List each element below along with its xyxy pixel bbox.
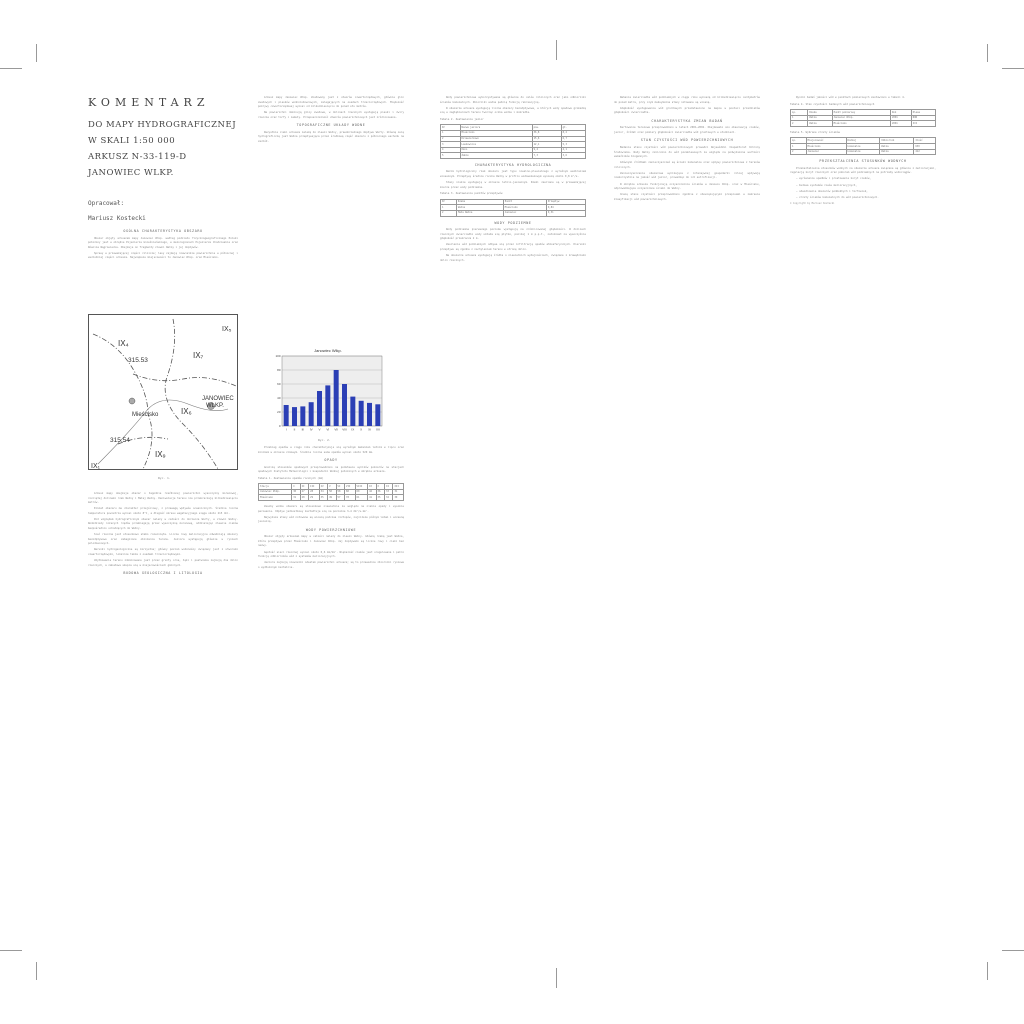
- paragraph: Na obszarze arkusza występują źródła o niewielkich wydajnościach, związane z krawędziami dolin rzecznych.: [440, 254, 586, 262]
- chart-y-tick-label: 100: [275, 354, 281, 359]
- table-cell: 2: [441, 136, 461, 142]
- chart-x-tick-label: XI: [368, 427, 371, 432]
- table-header-cell: Nr: [441, 125, 461, 131]
- paragraph: – odwodnienie obszarów podmokłych i torfowisk,: [796, 189, 868, 193]
- table-cell: 30: [292, 489, 300, 495]
- table-cell: 58: [336, 489, 344, 495]
- table-cell: 5: [441, 153, 461, 159]
- table-header-cell: Nazwa jeziora: [460, 125, 532, 131]
- table-cell: Laskownica: [460, 142, 532, 148]
- paragraph: Jeziora zajmują niewielki odsetek powierzchni arkusza; są to przeważnie zbiorniki rynnowe o wydłużonym kształcie.: [258, 561, 404, 569]
- copyright: © Copyright by Mariusz Kostecki: [790, 202, 835, 206]
- paragraph: Ocenę stanu czystości przeprowadzono zgodnie z obowiązującymi przepisami w zakresie klasyfikacji wód powierzchniowych.: [614, 193, 760, 201]
- title-line-3: ARKUSZ N-33-119-D: [88, 152, 187, 162]
- table-header-cell: Nr: [441, 199, 457, 205]
- town-marker: [129, 398, 135, 404]
- table-cell: Janowiec Wlkp.: [259, 489, 292, 495]
- paragraph: Analizę stosunków opadowych przeprowadzono na podstawie wyników pomiarów na stacjach opadowych Instytutu Meteorologii i Gospodarki Wodnej położonych w obrębie arkusza.: [258, 465, 404, 474]
- crop-mark-bl-h: [0, 950, 22, 951]
- paragraph: Obszar objęty arkuszem mapy Janowiec Wlkp. według podziału fizycznogeograficznego Polski położony jest w obrębie Pojezierza Gnieźnieńskiego, w mezoregionach Pojezierze Chodzieskie oraz Równina Wągrowiecka. Obejmuje on fragmenty zlewni Wełny i jej dopływów.: [88, 236, 238, 249]
- paragraph: W obrębie arkusza funkcjonują oczyszczalnie ścieków w Janowcu Wlkp. oraz w Mieścisku, odprowadzające oczyszczone ścieki do Wełny.: [614, 182, 760, 191]
- table-cell: 12,1: [532, 142, 561, 148]
- paragraph: Głębokość występowania wód gruntowych przedstawiono na mapie w postaci przedziałów głębokości zwierciadła.: [614, 106, 760, 115]
- table-cell: 28: [300, 495, 308, 501]
- table-cell: 41: [368, 495, 376, 501]
- table-cell: 32: [385, 495, 393, 501]
- table-cell: komunalne: [846, 144, 880, 150]
- chart-bar: [367, 403, 372, 426]
- paragraph: – budowa systemów rowów melioracyjnych,: [796, 183, 857, 187]
- column-1-text: [88, 226, 238, 262]
- section-heading: CHARAKTERYSTYKA HYDROLOGICZNA: [474, 162, 552, 167]
- table-cell: 3,6: [561, 153, 585, 159]
- map-label: JANOWIEC: [202, 396, 234, 402]
- table-header-cell: Punkt: [503, 199, 546, 205]
- table-cell: 31: [393, 489, 404, 495]
- table-header-cell: Punkt pomiarowy: [832, 110, 890, 116]
- paragraph: Sprawy w przeważającej części rolnicze; lasy zajmują niewielkie powierzchnie w północnej i wschodniej części arkusza. Największe miejscowości to Janowiec Wlkp. oraz Mieścisko.: [88, 251, 238, 260]
- crop-mark-br-v: [987, 962, 988, 980]
- table-header-cell: Lp.: [791, 138, 807, 144]
- table-cell: 61: [355, 495, 368, 501]
- table-cell: 2: [441, 210, 457, 216]
- paragraph: Reżim hydrologiczny rzek obszaru jest typu niwalno-pluwialnego z wyraźnym wezbraniem wiosennym. Przepływy średnie roczne Wełny w profilu wodowskazowym wynoszą około 0,8 m³/s.: [440, 170, 586, 178]
- map-label: 315.53: [128, 357, 148, 364]
- chart-bar: [350, 397, 355, 426]
- title-main: KOMENTARZ: [88, 96, 210, 109]
- chart-x-tick-label: IX: [351, 427, 355, 432]
- paragraph: Arkusz mapy obejmuje obszar o łagodnie rzeźbionej powierzchni wysoczyzny morenowej, rozciętej dolinami rzek Wełny i Małej Wełny. Deniwelacje terenu nie przekraczają kilkudziesięciu metrów.: [88, 492, 238, 505]
- title-line-2: W SKALI 1:50 000: [88, 136, 176, 146]
- chart-bar: [334, 370, 339, 426]
- precipitation-table: [258, 483, 404, 501]
- chart-bar: [342, 384, 347, 426]
- table-cell: 35: [376, 495, 384, 501]
- paragraph: Klimat obszaru ma charakter przejściowy, z przewagą wpływów oceanicznych. Średnia roczna temperatura powietrza wynosi około 8°C, a długość okresu wegetacyjnego sięga około 215 dni.: [88, 507, 238, 515]
- paragraph: Przekształcenia stosunków wodnych na obszarze arkusza związane są głównie z melioracjami, regulacją koryt rzecznych oraz poborem wód podziemnych na potrzeby wodociągów.: [790, 166, 936, 175]
- chart-x-tick-label: I: [285, 427, 287, 432]
- table-cell: 2001: [890, 121, 911, 127]
- paragraph: Kartowanie terenowe przeprowadzono w latach 2001–2002. Obejmowało ono obserwację cieków, jezior, źródeł oraz pomiary głębokości zwierciadła wód gruntowych w studniach.: [614, 126, 760, 134]
- map-label: IX₄: [118, 339, 129, 348]
- paragraph: Użytkowanie terenu zdominowane jest przez grunty orne, łąki i pastwiska zajmują dna dolin rzecznych, a zabudowa skupia się w miejscowościach gminnych.: [88, 559, 238, 567]
- table-cell: 7,3: [532, 153, 561, 159]
- table-caption: Tabela 5. Wybrane zrzuty ścieków: [790, 130, 840, 134]
- table-header-cell: V: [328, 484, 336, 490]
- table-header-cell: IX: [368, 484, 376, 490]
- table-cell: 31: [292, 495, 300, 501]
- fold-mark-top: [556, 40, 557, 60]
- table-cell: 1: [791, 144, 807, 150]
- map-label: 315.54: [110, 437, 130, 444]
- column-5-text: [790, 96, 936, 209]
- chart-x-tick-label: VII: [334, 427, 339, 432]
- paragraph: Wody powierzchniowe wykorzystywane są głównie do celów rolniczych oraz jako odbiorniki ścieków komunalnych. Zbiorniki wodne pełnią funkcję rekreacyjną.: [440, 96, 586, 104]
- chart-bar: [309, 402, 314, 426]
- table-header-cell: Rzeka: [456, 199, 503, 205]
- map-label: IX₁: [91, 463, 100, 470]
- table-header-cell: I: [292, 484, 300, 490]
- crop-mark-bl-v: [36, 962, 37, 980]
- table-header-cell: gł.: [561, 125, 585, 131]
- paragraph: W obszarze arkusza występują liczne obszary bezodpływowe, w których wody opadowe gromadzą się w zagłębieniach terenu tworząc oczka wodne i mokradła.: [440, 106, 586, 115]
- sewage-discharge-table: [790, 137, 936, 155]
- chart-x-tick-label: III: [301, 427, 305, 432]
- chart-x-tick-label: II: [293, 427, 296, 432]
- lakes-table: [440, 124, 586, 159]
- table-cell: 630: [914, 144, 936, 150]
- fold-mark-bottom: [556, 968, 557, 988]
- map-label: IX₇: [193, 351, 204, 360]
- table-cell: Wełna: [808, 121, 832, 127]
- table-cell: Mieścisko: [503, 205, 546, 211]
- table-header-cell: III: [309, 484, 320, 490]
- table-cell: 0,31: [546, 210, 585, 216]
- column-4-text: [614, 96, 760, 204]
- table-cell: 4,1: [561, 147, 585, 153]
- crop-mark-tr-h: [1002, 68, 1024, 69]
- crop-mark-tl-v: [36, 44, 37, 62]
- chart-y-tick-label: 0: [278, 424, 281, 429]
- table-header-cell: Miejscowość: [806, 138, 846, 144]
- paragraph: Głównymi źródłami zanieczyszczeń są ścieki komunalne oraz spływy powierzchniowe z terenów rolniczych.: [614, 161, 760, 169]
- table-header-cell: Przepływ: [546, 199, 585, 205]
- paragraph: Na powierzchni dominują gliny zwałowe, w dolinach rzecznych występują piaski i żwiry rzeczne oraz torfy i namuły. Przepuszczalność utworów powierzchniowych jest zróżnicowana.: [258, 111, 404, 119]
- section-heading: PRZEKSZTAŁCENIA STOSUNKÓW WODNYCH: [819, 159, 907, 164]
- chart-bar: [300, 406, 305, 426]
- map-label: WLKP.: [206, 403, 224, 409]
- table-cell: Wełna: [808, 115, 832, 121]
- title-line-1: DO MAPY HYDROGRAFICZNEJ: [88, 120, 237, 130]
- chart-x-tick-label: IV: [309, 427, 313, 432]
- table-row: [441, 153, 586, 159]
- paragraph: Badania stanu czystości wód powierzchniowych prowadzi Wojewódzki Inspektorat Ochrony Środowiska. Wody Wełny zaliczono do wód pozaklasowych ze względu na podwyższone wartości wskaźników biogennych.: [614, 145, 760, 159]
- crop-mark-tl-h: [0, 68, 22, 69]
- table-header-cell: Rodzaj: [846, 138, 880, 144]
- table-row: [791, 149, 936, 155]
- flow-points-table: [440, 199, 586, 217]
- chart-x-tick-label: V: [318, 427, 321, 432]
- table-cell: 36: [376, 489, 384, 495]
- section-heading: WODY PODZIEMNE: [494, 220, 532, 225]
- table-cell: 42: [368, 489, 376, 495]
- author-name: Mariusz Kostecki: [88, 215, 146, 222]
- section-heading: BUDOWA GEOLOGICZNA I LITOLOGIA: [123, 571, 203, 576]
- hydrographic-division-map: [88, 314, 238, 474]
- table-header-cell: Odbiornik: [880, 138, 914, 144]
- map-label: IX₆: [181, 407, 192, 416]
- chart-y-tick-label: 40: [277, 396, 281, 401]
- table-header-cell: Stacja: [259, 484, 292, 490]
- map-caption: Ryc. 1.: [158, 476, 171, 480]
- paragraph: Wody podziemne pierwszego poziomu występują na zróżnicowanej głębokości. W dolinach rzecznych zwierciadło wody układa się płytko, poniżej 1 m p.p.t., natomiast na wysoczyźnie głębokość przekracza 2 m.: [440, 228, 586, 241]
- map-label: IX₉: [155, 450, 166, 459]
- paragraph: Warunki hydrogeologiczne są korzystne; główny poziom wodonośny związany jest z utworami czwartorzędowymi, lokalnie także z osadami trzeciorzędowymi.: [88, 548, 238, 556]
- table-cell: 9,4: [532, 147, 561, 153]
- table-cell: 28: [309, 489, 320, 495]
- chart-y-tick-label: 20: [277, 410, 281, 415]
- table-cell: 78: [345, 495, 356, 501]
- section-heading: STAN CZYSTOŚCI WÓD POWIERZCHNIOWYCH: [640, 138, 734, 143]
- table-cell: Janowiec: [503, 210, 546, 216]
- chart-caption: Ryc. 2.: [318, 438, 331, 442]
- column-2-text: [258, 96, 404, 146]
- section-heading: CHARAKTERYSTYKA ZMIAN BADAŃ: [651, 118, 723, 123]
- table-cell: 2001: [890, 115, 911, 121]
- table-cell: Żabno: [460, 153, 532, 159]
- table-caption: Tabela 4. Stan czystości badanych wód powierzchniowych: [790, 102, 875, 106]
- table-cell: 1: [441, 130, 461, 136]
- table-cell: 34: [319, 489, 327, 495]
- table-cell: 412: [914, 149, 936, 155]
- table-header-cell: pow.: [532, 125, 561, 131]
- table-cell: 29: [309, 495, 320, 501]
- table-cell: komunalne: [846, 149, 880, 155]
- paragraph: Gęstość sieci rzecznej wynosi około 0,6 km/km². Większość cieków jest uregulowana i pełni funkcję odbiorników wód z systemów melioracyjnych.: [258, 550, 404, 559]
- table-header-cell: X: [376, 484, 384, 490]
- paragraph: Najwyższe stany wód notowane są wiosną podczas roztopów, najniższe późnym latem i wczesną jesienią.: [258, 515, 404, 524]
- table-cell: III: [911, 121, 935, 127]
- table-header-cell: VII: [345, 484, 356, 490]
- paragraph: Zasoby wodne obszaru są stosunkowo niewielkie ze względu na niskie opady i wysokie parowanie. Odpływ jednostkowy kształtuje się na poziomie 3–4 dm³/s·km².: [258, 505, 404, 513]
- table-cell: Wełna: [880, 149, 914, 155]
- table-cell: Ośno: [460, 147, 532, 153]
- chart-x-tick-label: XII: [375, 427, 380, 432]
- paragraph: Wyniki badań jakości wód w punktach pomiarowych zestawiono w tabeli 4.: [796, 96, 906, 99]
- table-cell: 50: [328, 489, 336, 495]
- author-block: [88, 196, 146, 226]
- paragraph: Obszar objęty arkuszem mapy w całości należy do zlewni Wełny. Główną rzeką jest Wełna, która przepływa przez Mieścisko i Janowiec Wlkp. Jej dopływami są liczne rowy i cieki bez nazwy.: [258, 535, 404, 548]
- map-label: IX₅: [222, 326, 232, 333]
- crop-mark-br-h: [1002, 950, 1024, 951]
- table-cell: 30: [393, 495, 404, 501]
- paragraph: Zasilanie wód podziemnych odbywa się przez infiltrację opadów atmosferycznych. Kierunki przepływu są zgodne z nachyleniem terenu w stronę dolin.: [440, 243, 586, 251]
- chart-bar: [359, 401, 364, 426]
- table-header-cell: VI: [336, 484, 344, 490]
- table-cell: Mieścisko: [259, 495, 292, 501]
- paragraph: Zanieczyszczenia obszarowe wynikające z intensywnej gospodarki rolnej wpływają niekorzystnie na jakość wód jezior, prowadząc do ich eutrofizacji.: [614, 171, 760, 180]
- paragraph: Sieć rzeczna jest stosunkowo słabo rozwinięta. Liczne rowy melioracyjne odwadniają obszary bezodpływowe oraz zabagnione obniżenia terenu. Jeziora występują głównie w rynnach polodowcowych.: [88, 533, 238, 546]
- column-2-text-lower: [258, 446, 404, 572]
- chart-x-tick-label: VIII: [342, 427, 347, 432]
- table-cell: 35: [319, 495, 327, 501]
- table-row: [441, 210, 586, 216]
- crop-mark-tr-v: [987, 44, 988, 62]
- precipitation-chart: [268, 346, 388, 436]
- paragraph: Arkusz mapy Janowiec Wlkp. zbudowany jest z utworów czwartorzędowych, głównie glin zwałowych i piasków wodnolodowcowych, zalegających na osadach trzeciorzędowych. Miąższość pokrywy czwartorzędowej wynosi od kilkudziesięciu do ponad stu metrów.: [258, 96, 404, 109]
- table-cell: Janowiec Wlkp.: [832, 115, 890, 121]
- table-cell: NON: [911, 115, 935, 121]
- section-heading: OPADY: [324, 458, 338, 463]
- table-cell: Wełna: [880, 144, 914, 150]
- table-cell: Mała Wełna: [456, 210, 503, 216]
- table-cell: 49: [328, 495, 336, 501]
- table-cell: 33: [385, 489, 393, 495]
- map-label: Mieścisko: [132, 412, 159, 418]
- table-cell: 0,84: [546, 205, 585, 211]
- paragraph: Stany niskie występują w okresie letnio-jesiennym. Rzeki zasilane są w przeważającej mierze przez wody podziemne.: [440, 181, 586, 189]
- chart-bar: [375, 404, 380, 426]
- title-line-4: JANOWIEC WLKP.: [88, 168, 174, 178]
- chart-bar: [284, 405, 289, 426]
- table-row: [791, 121, 936, 127]
- column-3-text: [440, 96, 586, 265]
- table-header-cell: II: [300, 484, 308, 490]
- table-cell: 36,8: [532, 130, 561, 136]
- table-cell: 27: [300, 489, 308, 495]
- chart-bar: [317, 391, 322, 426]
- chart-bar: [292, 407, 297, 426]
- section-heading: TOPOGRAFICZNE UKŁADY WODNE: [296, 123, 366, 128]
- table-header-cell: Rzeka: [808, 110, 832, 116]
- author-label: Opracował:: [88, 200, 125, 207]
- table-caption: Tabela 1. Zestawienie opadów rocznych (mm): [258, 476, 324, 480]
- table-cell: 60: [355, 489, 368, 495]
- table-header-cell: Ilość: [914, 138, 936, 144]
- table-header-cell: Klasa: [911, 110, 935, 116]
- table-cell: 80: [345, 489, 356, 495]
- table-header-cell: XII: [393, 484, 404, 490]
- paragraph: Pod względem hydrograficznym obszar należy w całości do dorzecza Warty, w zlewni Wełny. Wododziały niższych rzędów przebiegają przez wysoczyznę morenową, oddzielając zlewnie cieków bezpośrednio uchodzących do Wełny.: [88, 517, 238, 531]
- table-caption: Tabela 3. Zestawienie punktów przepływów: [440, 192, 503, 196]
- chart-y-tick-label: 80: [277, 368, 281, 373]
- table-cell: 57: [336, 495, 344, 501]
- water-quality-table: [790, 109, 936, 127]
- table-cell: Mieścisko: [460, 130, 532, 136]
- section-heading: OGÓLNA CHARAKTERYSTYKA OBSZARU: [123, 229, 203, 233]
- table-cell: 1: [791, 115, 808, 121]
- table-cell: Janowiec: [806, 149, 846, 155]
- paragraph: Wszystkie cieki arkusza należą do zlewni Wełny, prawobrzeżnego dopływu Warty. Główną osią hydrograficzną jest Wełna przepływająca przez środkową część obszaru z północnego wschodu na zachód.: [258, 130, 404, 143]
- paragraph: Wahania zwierciadła wód podziemnych w ciągu roku wynoszą od kilkudziesięciu centymetrów do ponad metra, przy czym maksymalne stany notowane są wiosną.: [614, 96, 760, 104]
- chart-x-tick-label: VI: [326, 427, 330, 432]
- table-row: [259, 495, 404, 501]
- table-header-cell: IV: [319, 484, 327, 490]
- paragraph: – zrzuty ścieków komunalnych do wód powierzchniowych.: [796, 195, 879, 199]
- table-header-cell: Lp.: [791, 110, 808, 116]
- table-cell: 2: [791, 121, 808, 127]
- table-cell: Wełna: [456, 205, 503, 211]
- chart-x-tick-label: X: [360, 427, 363, 432]
- chart-y-tick-label: 60: [277, 382, 281, 387]
- table-cell: 4: [441, 147, 461, 153]
- table-cell: Dziewierzewo: [460, 136, 532, 142]
- table-header-cell: XI: [385, 484, 393, 490]
- paragraph: Przebieg opadów w ciągu roku charakteryzuje się wyraźnym maksimum letnim w lipcu oraz minimum w okresie zimowym. Średnia roczna suma opadów wynosi około 520 mm.: [258, 446, 404, 454]
- table-cell: 2: [791, 149, 807, 155]
- column-1-text-lower: [88, 492, 238, 579]
- table-cell: 3: [441, 142, 461, 148]
- table-cell: 6,7: [561, 136, 585, 142]
- table-cell: 8,2: [561, 130, 585, 136]
- table-header-cell: VIII: [355, 484, 368, 490]
- table-header-cell: Rok: [890, 110, 911, 116]
- chart-title: Janowiec Wlkp.: [314, 348, 342, 353]
- document-title: [88, 96, 238, 181]
- section-heading: WODY POWIERZCHNIOWE: [305, 527, 357, 532]
- table-caption: Tabela 2. Zestawienie jezior: [440, 117, 484, 121]
- table-cell: 1: [441, 205, 457, 211]
- paragraph: – wyrównanie spadków i prostowanie koryt cieków,: [796, 177, 871, 181]
- table-cell: Mieścisko: [832, 121, 890, 127]
- chart-bar: [325, 385, 330, 426]
- table-cell: 15,6: [532, 136, 561, 142]
- table-cell: 5,3: [561, 142, 585, 148]
- table-cell: Mieścisko: [806, 144, 846, 150]
